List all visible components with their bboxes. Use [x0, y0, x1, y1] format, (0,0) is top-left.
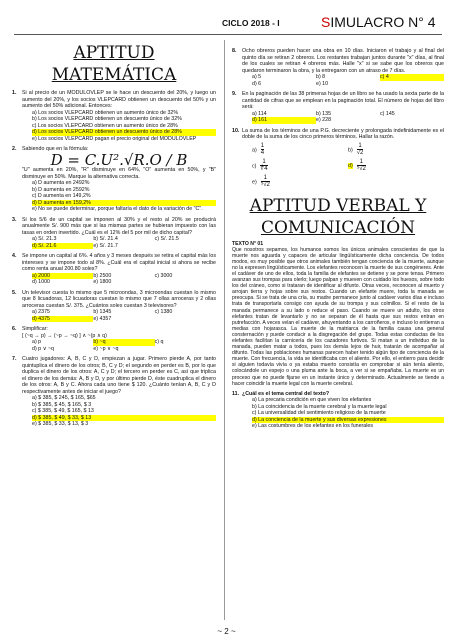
option-b: b) 135	[316, 110, 332, 117]
option-b: b) S/. 21.4	[93, 236, 118, 242]
question-1	[12, 90, 216, 142]
question-number: 2.	[12, 146, 17, 152]
fraction: $\frac{1}{√2}$	[356, 142, 364, 156]
option-d: d) 1000	[32, 279, 50, 285]
question-text: Si al precio de un MODULOVLEP se le hace un descuento del 20%, y luego un aumento del 20%, y los socios VLEPCARD obtienen un descuento del 50% y un aumento del 50% adicional. Entonces:	[22, 90, 216, 109]
passage-body: Que nosotros sepamos, los humanos somos los únicos animales conscientes de que la muerte nos aguarda y capaces de articular lingüísticamente dicha conciencia. De todos modos, es muy posible que otros animales también tengan conciencia de la muerte, aunque no la expresen lingüísticamente. Los elefantes reconocen la muerte de sus congéneres. Ante el cadáver de uno de ellos, toda la familia de elefantes se detiene y se pone tensa. Primero avanzan sus trompas para olerlo; luego palpan y mueven con cuidado los huesos, sobre todo los del cráneo, como si trataran de identificar al difunto. Otras veces, reconocen al muerto y arrojan tierra y hojas sobre sus restos. Cuando un elefante muere, toda la manada se preocupa. Si se trata de una cría, su madre permanece junto al cadáver varios días e incluso trata de transportarla consigo con ayuda de su trompa y sus colmillos. Si el resto de la manada permanece a su lado o reduce el paso. Cuando se muere un adulto, los otros elefantes tratan de levantarlo y no se separan de él hasta que sus restos entran en putrefacción. A veces velan el cadáver, ahuyentando a los carroñeros, e incluso lo entierran a medias con hojarasca. La muerte de la matriarca de la familia causa una general consternación y puede conducir a la disgregación del grupo. Todas estas conductas de los elefantes facilitan la carnicería de los cazadores furtivos. Si matan a un individuo de la manada, pueden matar a todos, pues los demás lejos de huir, tratarán de acompañar al difunto. Todas las poblaciones humanas parecen haber tenido algún tipo de conciencia de la muerte. Con frecuencia, la vida se identificaba con el aliento. Por ello, el entierro para decidir si alguien todavía vivía o ya estaba muerto consistía en comprobar si aún tenía aliento, colocándole un espejo o una pluma ante la boca, a ver si se empañaba. La muerte es un proceso que no puede fijarse en un instante único y determinado. Actualmente se tiende a hacer coincidir la muerte legal con la muerte cerebral.	[232, 246, 444, 387]
page-header	[0, 0, 453, 40]
option-d-highlighted: d) $ 385, $ 49, $ 33, $ 13	[32, 415, 216, 422]
cycle-label: CICLO 2018 - I	[222, 18, 280, 28]
question-3	[12, 217, 216, 250]
option-e: e) S/. 21.7	[93, 242, 118, 249]
question-number: 5.	[12, 289, 17, 296]
question-text: Sabiendo que en la fórmula:	[22, 146, 89, 152]
option-a-highlighted: a) 2000	[32, 273, 93, 280]
option-e: e) 10	[316, 80, 329, 87]
question-number: 3.	[12, 216, 17, 223]
option-c: c) 145	[380, 110, 395, 117]
passage-label: TEXTO N° 01	[232, 240, 264, 247]
option-e: e) Los socios VLEPCARD pagan el precio original del MODULOVLEP	[32, 135, 197, 142]
question-text: ¿Cuál es el tema central del texto?	[242, 390, 330, 397]
question-text: Si los 5/6 de un capital se imponen al 30% y el resto al 20% se producirá anualmente S/. 900 más que si las mismas partes se hubieran impuesto con las tasas en orden invertido. ¿Cuál es el 12% del 5 por mil de dicho capital?	[22, 216, 216, 236]
simulacro-initial: S	[321, 14, 331, 30]
option-d: d) $\frac{1}{\text{⁵√2}}$	[348, 158, 366, 172]
option-c: c) 3000	[154, 272, 173, 279]
option-a: a) $\frac{1}{4}$	[252, 142, 265, 156]
question-number: 11.	[232, 390, 240, 397]
option-b: b) $ 385, $ 45, $ 165, $ 3	[32, 401, 92, 408]
option-e: e) No se puede determinar, porque faltaría el dato de la variación de "C".	[32, 206, 203, 212]
fraction: $\frac{1}{\text{⁵√2}}$	[260, 174, 270, 188]
question-number: 4.	[12, 253, 17, 259]
question-number: 1.	[12, 90, 17, 96]
option-e: e) Las costumbres de los elefantes en los funerales	[252, 423, 374, 430]
fraction: $\frac{1}{\text{⁵√2}}$	[356, 158, 366, 172]
option-d-highlighted: d) D aumenta en 159,2%	[32, 200, 216, 207]
option-a: a) p	[32, 339, 42, 345]
question-text: La suma de los términos de una P.G. decreciente y prolongada indefinidamente es el doble de la suma de los cinco primeros términos. Hallar la razón.	[242, 127, 444, 140]
option-b: b) 1345	[93, 309, 112, 315]
formula: D = C.U².√R.O / B	[50, 150, 188, 169]
option-c: c) q	[154, 339, 164, 345]
question-11	[232, 391, 444, 430]
fraction: $\frac{1}{4}$	[260, 142, 265, 156]
option-a: a) 5	[252, 74, 262, 80]
section-title-verbal: APTITUD VERBAL Y COMUNICACIÓN	[249, 195, 427, 238]
option-d-highlighted: d) La conciencia de la muerte y sus diversas expresiones	[252, 417, 444, 424]
question-9	[232, 91, 444, 124]
option-b: b) Los socios VLEPCARD obtienen un descuento único de 32%	[32, 116, 182, 122]
question-text: Un televisor cuesta lo mismo que 5 microondas, 3 microondas cuestan lo mismo que 8 licuadoras, 12 licuadoras cuestan lo mismo que 7 ollas arroceras y 2 ollas arroceras cuestan S/. 375. ¿Cuántos soles cuestan 3 televisores?	[22, 289, 216, 309]
question-4	[12, 253, 216, 286]
question-number: 7.	[12, 356, 17, 362]
option-e: e) 1800	[93, 279, 112, 285]
option-e: e) 4357	[93, 315, 112, 322]
option-c-highlighted: c) 4	[380, 74, 444, 81]
option-b: b) 2500	[93, 272, 112, 279]
option-c: c) D aumenta en 149,2%	[32, 193, 91, 199]
option-e: e) ~p ∨ ~q	[93, 345, 119, 352]
option-a: a) 2375	[32, 309, 50, 315]
option-d-highlighted: d) 4375	[32, 316, 93, 323]
question-2	[12, 146, 216, 213]
option-a: a) $ 385, $ 245, $ 165, $65	[32, 395, 96, 401]
question-6	[12, 326, 216, 352]
option-b-highlighted: b) ~q	[93, 339, 154, 346]
option-c: c) S/. 21.5	[154, 236, 179, 242]
question-text-2: "U" aumenta en 20%, "R" disminuye en 64%, "O" aumenta en 50%, y "B" disminuye en 50%. Marque la alternativa correcta.	[22, 167, 216, 180]
option-c: c) $ 385, $ 49, $ 165, $ 13	[32, 408, 94, 414]
question-text: Cuatro jugadores: A, B, C y D, empiezan a jugar. Primero pierde A, por tanto quintuplica el dinero de los otros; B, C y D; el segundo en perder es B, por lo que duplica el dinero de los otros: A, C y D; el tercero en perder es C, así que triplica el dinero de los demás: A, B y D, y por último pierde D, éste cuadruplica el dinero de los otros: A, B y C. Ahora cada uno tiene $ 120. ¿Cuánto tenían A, B, C y D respectivamente antes de iniciar el juego?	[22, 356, 216, 395]
simulacro-rest: IMULACRO N° 4	[330, 14, 436, 30]
option-d-highlighted: d) S/. 21.6	[32, 243, 93, 250]
question-number: 6.	[12, 326, 17, 332]
option-a: a) Los socios VLEPCARD obtienen un aumento único de 32%	[32, 109, 179, 116]
option-d: d) p ∨ ~q	[32, 345, 54, 352]
option-b: b) 8	[316, 74, 326, 80]
option-a: a) 114	[252, 110, 267, 117]
logic-expression: [ (~q → p) → (~p → ~q) ] ∧ ~(p ∧ q)	[22, 332, 107, 339]
fraction: $\frac{1}{∜4}$	[260, 158, 268, 172]
option-a: a) S/. 21.3	[32, 236, 57, 242]
right-column	[232, 40, 444, 430]
question-text: Se impone un capital al 6%. 4 años y 3 meses después se retira el capital más los intereses y se impone todo al 8%. ¿Cuál era el capital inicial si ahora se recibe como renta anual 200.80 soles?	[22, 253, 216, 272]
option-c: c) Los socios VLEPCARD obtienen un aumento único de 28%	[32, 122, 178, 129]
question-number: 8.	[232, 48, 237, 54]
simulacro-title	[321, 14, 436, 30]
question-10	[232, 128, 444, 189]
section-title-math: APTITUD MATEMÁTICA	[51, 43, 177, 85]
reading-passage	[232, 241, 444, 387]
question-text: Simplificar:	[22, 326, 48, 332]
option-c: c) La universalidad del sentimiento religioso de la muerte	[252, 410, 386, 417]
header-rule	[14, 34, 442, 35]
question-7	[12, 356, 216, 428]
option-d: d) 6	[252, 80, 262, 87]
option-d-highlighted: d) Los socios VLEPCARD obtienen un descuento único de 28%	[32, 129, 216, 136]
question-number: 9.	[232, 91, 237, 97]
option-a: a) La precaria condición en que viven los elefantes	[252, 397, 372, 404]
option-b: b) D aumenta en 2592%	[32, 186, 90, 193]
question-8	[232, 48, 444, 87]
question-text: Ocho obreros pueden hacer una obra en 10 días. Iniciaron el trabajo y al final del quinto día se retiran 2 obreros. Los restantes trabajan juntos durante "x" días, al final de los cuales se retiran 4 obreros más. Halle "x" si se sabe que los obreros que quedaron terminaron la obra, y la entregaron con un atraso de 7 días.	[242, 48, 444, 74]
option-e: e) 228	[316, 117, 332, 123]
option-b: b) $\frac{1}{√2}$	[348, 142, 364, 156]
option-b: b) La coincidencia de la muerte cerebral y la muerte legal	[252, 403, 387, 410]
option-e: e) $ 385, $ 33, $ 13, $ 3	[32, 421, 89, 427]
question-text: En la paginación de las 38 primeras hojas de un libro se ha usado la sexta parte de la cantidad de cifras que se emplean en la paginación total. El número de hojas del libro será:	[242, 91, 444, 110]
option-a: a) D aumenta en 2492%	[32, 180, 90, 186]
question-number: 10.	[232, 127, 240, 134]
left-column	[12, 40, 216, 428]
option-e: e) $\frac{1}{\text{⁵√2}}$	[252, 174, 270, 188]
question-5	[12, 290, 216, 323]
option-d-highlighted: d) 161	[252, 117, 316, 124]
page-number: ~ 2 ~	[217, 627, 236, 636]
option-c: c) $\frac{1}{∜4}$	[252, 158, 268, 172]
column-divider	[224, 40, 225, 620]
option-c: c) 1380	[154, 309, 173, 315]
